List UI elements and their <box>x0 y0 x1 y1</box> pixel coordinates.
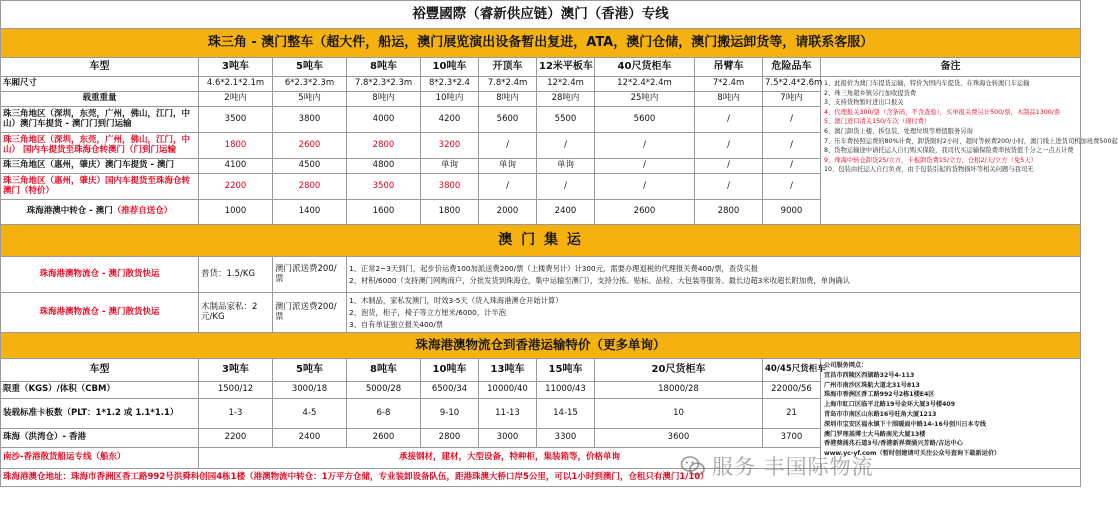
col-header: 8吨车 <box>347 359 421 382</box>
note-line: 7、压车费按照运费的80%计费，卸货限时2小时，超时等候费200/小时，澳门线上进货司机加班费500起 <box>824 137 1118 145</box>
watermark-text: 服务 丰国际物流 <box>712 455 874 479</box>
hk-cell: 14-15 <box>537 399 595 429</box>
size-cell: 7.8*2.3*2.3m <box>347 77 421 92</box>
col-header: 40/45尺货柜车 <box>763 359 821 382</box>
detail-line: 2、材积/6000（支持澳门网购商户，分批发货到珠海仓，集中运输至澳门），支持分拣、贴标、品检、大包装等服务。最长边超3米收超长附加费，单询确认 <box>349 275 850 285</box>
price-cell: 1800 <box>421 200 479 225</box>
size-cell: 7.8*2.4m <box>479 77 537 92</box>
consolidation-delivery: 澳门派送费200/票 <box>273 257 347 293</box>
col-header: 13吨车 <box>479 359 537 382</box>
size-cell: 4.6*2.1*2.1m <box>199 77 273 92</box>
col-header: 10吨车 <box>421 359 479 382</box>
note-line: 1、此报价为澳门车提货运输，特价为国内车提货，在珠海仓转澳门车运输 <box>824 80 1030 87</box>
hk-cell: 9-10 <box>421 399 479 429</box>
load-cell: 2吨内 <box>199 92 273 107</box>
section1-banner: 珠三角 - 澳门整车（超大件，船运，澳门展览演出设备暂出复进，ATA，澳门仓储，澳门搬运卸货等，请联系客服） <box>1 29 1081 58</box>
detail-line: 1、正常2~3天到门，起步价运费100加派送费200/票（上楼费另计）计300元，需要办理退税的代理报关费400/票，查货实报 <box>349 263 759 273</box>
hk-cell: 3600 <box>595 429 763 448</box>
price-cell: 3200 <box>421 133 479 159</box>
detail-line: 1、木制品，家私发澳门，时效3-5天（货入珠海港澳仓开始计算） <box>349 295 563 305</box>
col-header: 15吨车 <box>537 359 595 382</box>
price-cell: 3500 <box>347 174 421 200</box>
ship-row-label: 南沙-香港散货船运专线（船东） <box>1 448 199 469</box>
consolidation-row <box>1 257 1081 293</box>
price-cell: / <box>695 133 763 159</box>
price-cell: / <box>695 107 763 133</box>
price-cell: 2600 <box>273 133 347 159</box>
hk-cell: 4-5 <box>273 399 347 429</box>
load-cell: 28吨内 <box>537 92 595 107</box>
section1-header-row <box>1 58 1081 77</box>
price-cell: / <box>763 174 821 200</box>
address-line: 澳门罗理基博士大马路南光大厦13楼 <box>824 430 926 438</box>
consolidation-name: 珠海港澳物流仓 - 澳门散货快运 <box>1 257 199 293</box>
col-header: 5吨车 <box>273 359 347 382</box>
address-line: 香港葵涌兆石道3号/香港新界葵涌兴芳路/吉达中心 <box>824 440 963 448</box>
price-cell: 2000 <box>479 200 537 225</box>
address-line: 青岛市市南区山东路16号旺角大厦1213 <box>824 410 937 418</box>
address-line: 珠海市香洲区香工路992号2栋1楼E4区 <box>824 391 935 399</box>
price-cell: / <box>763 107 821 133</box>
hk-cell: 2200 <box>199 429 273 448</box>
addresses-cell <box>821 359 1081 469</box>
price-cell: / <box>537 133 595 159</box>
route-label: 珠三角地区（深圳，东莞，广州，佛山，江门，中山） 国内车提货至珠海仓转澳门（门到门运输 <box>1 133 199 159</box>
hk-row-label: 装载标准卡板数（PLT：1*1.2 或 1.1*1.1） <box>1 399 199 429</box>
hk-cell: 2400 <box>273 429 347 448</box>
price-cell: / <box>695 174 763 200</box>
hk-cell: 10 <box>595 399 763 429</box>
address-line: 宜昌市西陵区西湖路32号4-113 <box>824 371 915 379</box>
price-cell: / <box>595 133 695 159</box>
note-line: 5、澳门进口清关150/车次（现付费） <box>824 118 931 126</box>
hk-cell: 3300 <box>537 429 595 448</box>
load-cell: 25吨内 <box>595 92 695 107</box>
title-row <box>1 1 1081 29</box>
section2-banner: 澳 门 集 运 <box>1 225 1081 257</box>
hk-cell: 6500/34 <box>421 382 479 399</box>
footer-row <box>1 469 1081 487</box>
price-cell: / <box>763 133 821 159</box>
consolidation-details <box>347 293 1081 333</box>
hk-cell: 10000/40 <box>479 382 537 399</box>
col-header: 5吨车 <box>273 58 347 77</box>
col-header: 40尺货柜车 <box>595 58 695 77</box>
col-header: 3吨车 <box>199 58 273 77</box>
price-cell: / <box>763 159 821 174</box>
hk-cell: 5000/28 <box>347 382 421 399</box>
section2-banner-row <box>1 225 1081 257</box>
col-header: 12米平板车 <box>537 58 595 77</box>
note-line: 8、货物运输途中请托运人自行购买保险，我司代买运输保险费率按货值千分之一点五计费 <box>824 147 1074 155</box>
transit-label-main: 珠海港澳中转仓 - 澳门 <box>26 206 113 217</box>
col-header: 8吨车 <box>347 58 421 77</box>
size-cell: 8*2.3*2.4 <box>421 77 479 92</box>
transit-label <box>1 200 199 225</box>
load-cell: 8吨内 <box>479 92 537 107</box>
price-cell: 4200 <box>421 107 479 133</box>
col-header: 3吨车 <box>199 359 273 382</box>
hk-cell: 2600 <box>347 429 421 448</box>
consolidation-name: 珠海港澳物流仓 - 澳门散货快运 <box>1 293 199 333</box>
price-cell: 4800 <box>347 159 421 174</box>
detail-line: 3、自有单证独立报关400/票 <box>349 319 443 329</box>
address-line: 公司服务网点： <box>824 362 868 369</box>
load-cell: 8吨内 <box>347 92 421 107</box>
price-cell: / <box>479 174 537 200</box>
hk-cell: 3700 <box>763 429 821 448</box>
hk-row-label: 限重（KGS）/体积（CBM） <box>1 382 199 399</box>
address-line: www.yc-yf.com（暂时创建请可关注公众号查询下最新运价） <box>824 450 1001 458</box>
col-header: 吊臂车 <box>695 58 763 77</box>
size-cell: 7*2.4m <box>695 77 763 92</box>
price-cell: 2200 <box>199 174 273 200</box>
price-cell: 5600 <box>595 107 695 133</box>
price-cell: 1600 <box>347 200 421 225</box>
address-line: 上海市虹口区临平北路19号金环大厦3号楼409 <box>824 401 956 409</box>
price-cell: 3800 <box>421 174 479 200</box>
page-title: 裕豐國際（睿新供应链）澳门（香港）专线 <box>1 1 1081 29</box>
notes-header: 备注 <box>821 58 1081 77</box>
price-cell: 2800 <box>695 200 763 225</box>
route-label: 珠三角地区（惠州，肇庆）澳门车提货 - 澳门 <box>1 159 199 174</box>
hk-cell: 6-8 <box>347 399 421 429</box>
price-cell: 3500 <box>199 107 273 133</box>
price-cell: 1400 <box>273 200 347 225</box>
consolidation-delivery: 澳门派送费200/票 <box>273 293 347 333</box>
price-cell: 3800 <box>273 107 347 133</box>
price-cell: 单询 <box>479 159 537 174</box>
price-cell: 5600 <box>479 107 537 133</box>
note-line: 4、代理报关300/票（含条码，不含查验），买单报关费另计500/票，木制品1300/票 <box>824 108 1061 116</box>
consolidation-details <box>347 257 1081 293</box>
hk-cell: 11000/43 <box>537 382 595 399</box>
price-cell: 2600 <box>595 200 695 225</box>
hk-row-label: 珠海（洪湾仓）- 香港 <box>1 429 199 448</box>
ship-row-desc: 承接钢材，建材，大型设备，特种柜，集装箱等，价格单询 <box>199 448 821 469</box>
load-row-label: 载重重量 <box>1 92 199 107</box>
size-cell: 12*2.4m <box>537 77 595 92</box>
hk-cell: 1-3 <box>199 399 273 429</box>
price-cell: 2800 <box>347 133 421 159</box>
col-header: 10吨车 <box>421 58 479 77</box>
hk-cell: 18000/28 <box>595 382 763 399</box>
size-cell: 12*2.4*2.4m <box>595 77 695 92</box>
note-line: 6、澳门卸货上楼、拆包装、处理垃圾等增值服务另询 <box>824 127 973 135</box>
price-cell: / <box>479 133 537 159</box>
section3-header-row <box>1 359 1081 382</box>
price-cell: / <box>595 159 695 174</box>
col-header: 危险品车 <box>763 58 821 77</box>
price-cell: 4500 <box>273 159 347 174</box>
col-header: 开顶车 <box>479 58 537 77</box>
vehicle-type-header: 车型 <box>1 359 199 382</box>
price-cell: 2800 <box>273 174 347 200</box>
note-line: 3、支持货物暂时进出口报关 <box>824 99 904 107</box>
note-line: 10、包装由托运人自行负责，由于包装引起的货物损坏等相关问题与我司无 <box>824 166 1034 174</box>
load-cell: 5吨内 <box>273 92 347 107</box>
hk-cell: 11-13 <box>479 399 537 429</box>
note-line: 2、珠三角超乡镇另行加收提货费 <box>824 89 917 97</box>
load-cell: 8吨内 <box>695 92 763 107</box>
hk-cell: 3000/18 <box>273 382 347 399</box>
section3-banner-row <box>1 333 1081 359</box>
note-line: 9、珠海中转仓卸货25/立方，卡板卸货费15/立方，仓租2/天/立方（免5天） <box>824 156 1037 164</box>
col-header: 20尺货柜车 <box>595 359 763 382</box>
hk-cell: 22000/56 <box>763 382 821 399</box>
vehicle-type-header: 车型 <box>1 58 199 77</box>
price-cell: / <box>537 174 595 200</box>
route-label: 珠三角地区（深圳，东莞，广州，佛山，江门，中山）澳门车提货 - 澳门门到门运输 <box>1 107 199 133</box>
price-cell: 9000 <box>763 200 821 225</box>
consolidation-price: 普货：1.5/KG <box>199 257 273 293</box>
price-cell: 4100 <box>199 159 273 174</box>
size-cell: 7.5*2.4*2.6m <box>763 77 821 92</box>
consolidation-price: 木制品家私：2元/KG <box>199 293 273 333</box>
section3-banner: 珠海港澳物流仓到香港运输特价（更多单询） <box>1 333 1081 359</box>
price-cell: 1800 <box>199 133 273 159</box>
price-cell: 单询 <box>421 159 479 174</box>
size-cell: 6*2.3*2.3m <box>273 77 347 92</box>
hk-cell: 3000 <box>479 429 537 448</box>
hk-cell: 2800 <box>421 429 479 448</box>
price-cell: / <box>695 159 763 174</box>
price-cell: 单询 <box>537 159 595 174</box>
price-cell: 5500 <box>537 107 595 133</box>
transit-label-recommend: （推荐自送仓） <box>112 206 173 217</box>
price-cell: 2400 <box>537 200 595 225</box>
hk-cell: 1500/12 <box>199 382 273 399</box>
address-line: 深圳市宝安区福永镇下十围暖面中路14-16号创川日本专线 <box>824 420 987 428</box>
price-cell: / <box>595 174 695 200</box>
footer-address: 珠海港澳仓地址：珠海市香洲区香工路992号洪舜科创园4栋1楼（港澳物流中转仓：1万平方仓储，专业装卸设备队伍，距港珠澳大桥口岸5公里，可以1小时到澳门，仓租只有澳门1/10） <box>1 469 1081 487</box>
route-label: 珠三角地区（惠州，肇庆）国内车提货至珠海仓转澳门（特价） <box>1 174 199 200</box>
consolidation-row <box>1 293 1081 333</box>
price-cell: 1000 <box>199 200 273 225</box>
hk-cell: 21 <box>763 399 821 429</box>
load-cell: 10吨内 <box>421 92 479 107</box>
load-cell: 7吨内 <box>763 92 821 107</box>
price-cell: 4000 <box>347 107 421 133</box>
size-row <box>1 77 1081 92</box>
section1-banner-row <box>1 29 1081 58</box>
detail-line: 2、泡货，柜子，椅子等立方厘米/6000，计半泡 <box>349 307 507 317</box>
notes-cell <box>821 77 1118 225</box>
size-row-label: 车厢尺寸 <box>1 77 199 92</box>
address-line: 广州市南沙区珠航大道北31号813 <box>824 381 920 389</box>
